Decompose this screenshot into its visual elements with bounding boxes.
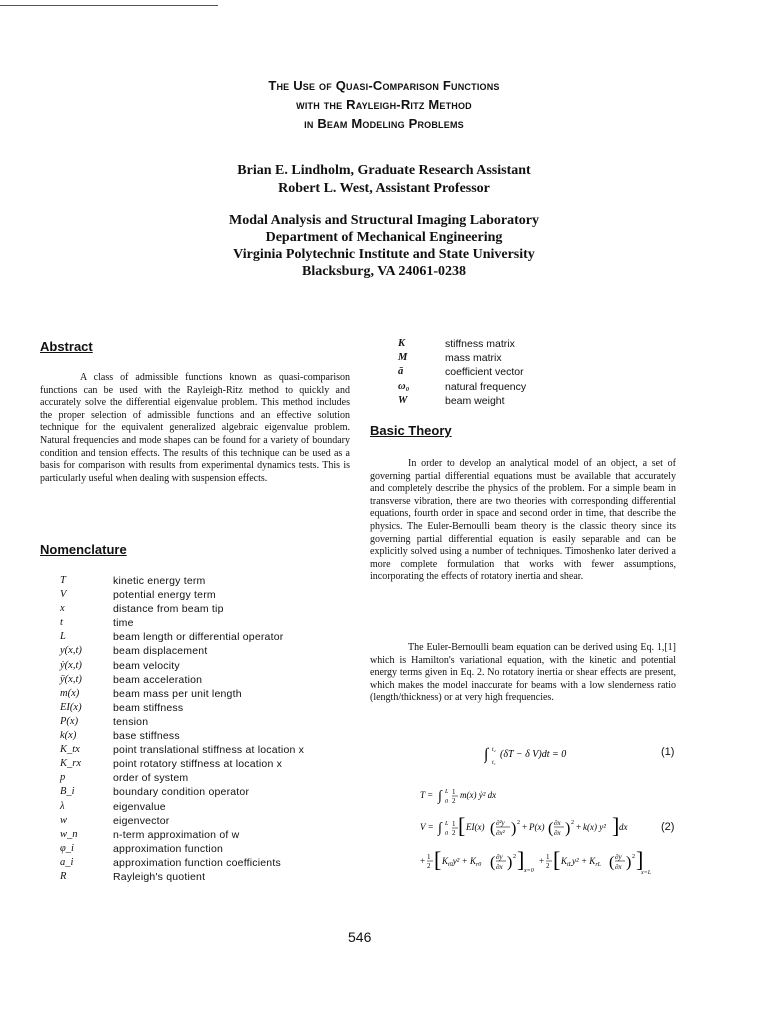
nomenclature-row	[60, 856, 304, 870]
nomenclature-symbol: P(x)	[60, 715, 79, 727]
basic-theory-heading: Basic Theory	[370, 423, 452, 438]
svg-text:(: (	[548, 820, 554, 837]
svg-text:(: (	[609, 854, 615, 871]
nomenclature-symbol: ÿ(x,t)	[60, 673, 82, 685]
basic-theory-paragraph-1: In order to develop an analytical model of an object, a set of governing partial differential equations must be available that accurately and completely describe the physics of the problem. For a simple beam in transverse vibration, there are two theories with corresponding differential equations, fourth order in space and second order in time, that describe the physics. The Euler-Bernoulli beam theory is the classic theory since its governing partial differential equation is easily separable and can be explicitly solved using a number of techniques. Timoshenko later derived a more complete formulation that works with fewer assumptions, incorporating the effects of rotatory inertia and shear.	[370, 458, 676, 583]
nomenclature-row	[60, 785, 304, 799]
svg-text:∂x²: ∂x²	[496, 829, 505, 837]
svg-text:]: ]	[636, 847, 644, 872]
nomenclature-symbol: L	[60, 631, 66, 643]
nomenclature-row	[60, 574, 304, 588]
nomenclature-row	[60, 757, 304, 771]
nomenclature-row	[60, 729, 304, 743]
nomenclature-row	[398, 337, 526, 351]
nomenclature-symbol: t	[60, 617, 63, 629]
nomenclature-row	[60, 743, 304, 757]
svg-text:∂y: ∂y	[615, 853, 622, 861]
equation-2-number: (2)	[661, 821, 675, 833]
equation-1-graphic	[484, 742, 594, 766]
affiliation-line-4: Blacksburg, VA 24061-0238	[301, 264, 466, 279]
nomenclature-definition: time	[113, 617, 134, 630]
nomenclature-definition: beam velocity	[113, 659, 180, 672]
nomenclature-definition: order of system	[113, 772, 189, 785]
nomenclature-symbol: M	[398, 352, 408, 364]
svg-text:∂x: ∂x	[554, 829, 561, 837]
nomenclature-symbol: w_n	[60, 828, 78, 840]
nomenclature-definition: approximation function coefficients	[113, 856, 281, 869]
svg-text:2: 2	[546, 862, 550, 870]
svg-text:[: [	[458, 813, 466, 838]
nomenclature-row	[60, 715, 304, 729]
svg-text:(: (	[490, 854, 496, 871]
nomenclature-symbol: ẏ(x,t)	[60, 659, 82, 671]
svg-text:KtLy² + KrL: $K_{tL}y^2 + K_{rL}$	[561, 856, 601, 868]
nomenclature-table	[60, 574, 304, 884]
svg-text:P(x): P(x)	[529, 822, 545, 832]
equation-1-number: (1)	[661, 746, 675, 758]
nomenclature-definition: beam length or differential operator	[113, 631, 284, 644]
svg-text:V =: V =	[420, 822, 434, 832]
nomenclature-definition: approximation function	[113, 842, 224, 855]
nomenclature-symbol: λ	[60, 800, 65, 812]
nomenclature-heading: Nomenclature	[40, 542, 127, 557]
svg-text:2: 2	[632, 854, 635, 860]
paper-title	[130, 76, 638, 133]
nomenclature-definition: stiffness matrix	[445, 338, 515, 350]
nomenclature-definition: beam stiffness	[113, 701, 184, 714]
svg-text:2: 2	[517, 820, 520, 826]
svg-text:): )	[565, 820, 571, 837]
svg-text:2: 2	[427, 862, 431, 870]
nomenclature-definition: beam acceleration	[113, 673, 203, 686]
nomenclature-row	[398, 351, 526, 365]
nomenclature-definition: eigenvalue	[113, 800, 166, 813]
svg-text:∂y: ∂y	[496, 853, 503, 861]
svg-text:[: [	[553, 847, 561, 872]
nomenclature-row	[60, 870, 304, 884]
nomenclature-row	[60, 828, 304, 842]
abstract-heading: Abstract	[40, 339, 93, 354]
nomenclature-symbol: B_i	[60, 786, 75, 798]
header-rule	[0, 5, 218, 6]
nomenclature-symbol: m(x)	[60, 687, 80, 699]
nomenclature-row	[398, 380, 526, 394]
svg-text:]: ]	[612, 813, 620, 838]
author-block	[130, 162, 638, 198]
svg-text:∫: ∫	[438, 789, 442, 804]
nomenclature-symbol: ω₀	[398, 380, 410, 392]
page-number: 546	[348, 929, 372, 945]
svg-text:T =: T =	[420, 790, 434, 800]
nomenclature-definition: Rayleigh's quotient	[113, 870, 206, 883]
nomenclature-definition: eigenvector	[113, 814, 170, 827]
nomenclature-definition: tension	[113, 715, 149, 728]
svg-text:2: 2	[452, 797, 456, 805]
nomenclature-definition: n-term approximation of w	[113, 828, 240, 841]
equation-1	[484, 742, 594, 769]
nomenclature-row	[60, 800, 304, 814]
nomenclature-symbol: R	[60, 870, 67, 882]
nomenclature-definition: mass matrix	[445, 352, 502, 365]
affiliation-line-1: Modal Analysis and Structural Imaging Laboratory	[229, 213, 539, 228]
nomenclature-symbol: K_tx	[60, 744, 80, 756]
nomenclature-row	[60, 814, 304, 828]
nomenclature-definition: beam mass per unit length	[113, 687, 242, 700]
nomenclature-definition: coefficient vector	[445, 366, 524, 379]
nomenclature-definition: beam weight	[445, 394, 505, 407]
nomenclature-symbol: φ_i	[60, 842, 74, 854]
svg-text:dx: dx	[619, 822, 628, 832]
svg-text:0: 0	[445, 799, 448, 805]
nomenclature-symbol: W	[398, 394, 408, 406]
svg-text:2: 2	[571, 820, 574, 826]
nomenclature-row	[60, 630, 304, 644]
nomenclature-row	[60, 701, 304, 715]
nomenclature-symbol: k(x)	[60, 730, 77, 742]
svg-text:0: 0	[445, 831, 448, 837]
svg-text:1: 1	[452, 788, 456, 796]
svg-text:2: 2	[513, 854, 516, 860]
svg-text:Kt0y² + Kr0: $K_{t0}y^2 + K_{r0}$	[442, 856, 482, 868]
nomenclature-symbol: ā	[398, 366, 404, 378]
author-1: Brian E. Lindholm, Graduate Research Assistant	[237, 163, 531, 178]
nomenclature-row	[398, 394, 526, 408]
nomenclature-definition: natural frequency	[445, 380, 527, 393]
svg-text:∂²y: ∂²y	[496, 819, 505, 827]
abstract-text: A class of admissible functions known as quasi-comparison functions can be used with the Rayleigh-Ritz method to quickly and accurately solve the differential eigenvalue problem. This method includes the proper selection of admissible functions and an effective solution technique for the equivalent generalized algebraic eigenvalue problem. Natural frequencies and mode shapes can be found for a variety of boundary condition and tension effects. The results of this technique can be used as a basis for comparison with results from experimental dynamics tests. This is particularly useful when dealing with suspension effects.	[40, 372, 350, 484]
svg-text:k(x) y²: k(x) y²	[583, 822, 606, 832]
nomenclature-definition: point rotatory stiffness at location x	[113, 758, 283, 771]
nomenclature-row	[60, 616, 304, 630]
nomenclature-symbol: K	[398, 338, 406, 349]
svg-text:m(x) ẏ² dx: m(x) ẏ² dx	[460, 790, 497, 800]
nomenclature-row	[398, 365, 526, 379]
svg-text:∫: ∫	[484, 746, 489, 763]
svg-text:(δT − δ V)dt = 0: (δT − δ V)dt = 0	[500, 749, 567, 760]
equation-2	[418, 786, 648, 885]
equation-2-graphic	[418, 786, 648, 882]
nomenclature-symbol: x	[60, 603, 65, 615]
nomenclature-row	[60, 659, 304, 673]
svg-text:t₁: t₁	[492, 760, 496, 766]
nomenclature-symbol: V	[60, 589, 67, 601]
nomenclature-row	[60, 644, 304, 658]
svg-text:(: (	[490, 820, 496, 837]
basic-theory-paragraph-2: The Euler-Bernoulli beam equation can be derived using Eq. 1,[1] which is Hamilton's variational equation, with the kinetic and potential energy terms given in Eq. 2. No rotatory inertia or shear effects are present, which makes the model inaccurate for beams with a low slenderness ratio (length/thickness) or at very high frequencies.	[370, 642, 676, 704]
svg-text:∂x: ∂x	[615, 863, 622, 871]
svg-text:+: +	[522, 822, 528, 832]
affiliation-line-2: Department of Mechanical Engineering	[265, 230, 503, 245]
svg-text:L: L	[445, 789, 449, 795]
nomenclature-symbol: K_rx	[60, 758, 81, 770]
svg-text:+: +	[539, 856, 545, 866]
svg-text:∂x: ∂x	[496, 863, 503, 871]
svg-text:]: ]	[517, 847, 525, 872]
nomenclature-row	[60, 771, 304, 785]
nomenclature-symbol: T	[60, 575, 66, 586]
nomenclature-row	[60, 673, 304, 687]
title-line-1: The Use of Quasi-Comparison Functions	[268, 78, 500, 93]
svg-text:): )	[507, 854, 513, 871]
nomenclature-definition: base stiffness	[113, 730, 180, 743]
nomenclature-row	[60, 588, 304, 602]
svg-text:∫: ∫	[438, 821, 442, 836]
svg-text:[: [	[434, 847, 442, 872]
affiliation-line-3: Virginia Polytechnic Institute and State University	[233, 247, 535, 262]
nomenclature-definition: beam displacement	[113, 645, 208, 658]
svg-text:x=0: x=0	[524, 868, 534, 874]
nomenclature-definition: point translational stiffness at location x	[113, 744, 305, 757]
svg-text:2: 2	[452, 829, 456, 837]
title-line-2: with the Rayleigh-Ritz Method	[296, 97, 472, 112]
svg-text:EI(x): EI(x)	[466, 822, 485, 832]
nomenclature-symbol: w	[60, 814, 68, 826]
nomenclature-symbol: a_i	[60, 856, 74, 868]
svg-text:∂x: ∂x	[554, 819, 561, 827]
affiliation-block	[130, 212, 638, 280]
author-2: Robert L. West, Assistant Professor	[278, 181, 490, 196]
svg-text:1: 1	[546, 853, 550, 861]
svg-text:+: +	[576, 822, 582, 832]
nomenclature-definition: boundary condition operator	[113, 786, 250, 799]
equation-2-subscript: x=L	[641, 870, 652, 876]
nomenclature-row	[60, 687, 304, 701]
svg-text:): )	[511, 820, 517, 837]
nomenclature-definition: kinetic energy term	[113, 575, 206, 587]
nomenclature-definition: distance from beam tip	[113, 603, 224, 616]
svg-text:+: +	[420, 856, 426, 866]
svg-text:1: 1	[427, 853, 431, 861]
nomenclature-symbol: p	[60, 772, 66, 784]
title-line-3: in Beam Modeling Problems	[304, 116, 464, 131]
nomenclature-row	[60, 842, 304, 856]
nomenclature-definition: potential energy term	[113, 589, 216, 602]
nomenclature-row	[60, 602, 304, 616]
svg-text:L: L	[445, 821, 449, 827]
nomenclature-symbol: EI(x)	[60, 701, 82, 713]
svg-text:1: 1	[452, 820, 456, 828]
nomenclature-symbol: y(x,t)	[60, 645, 82, 657]
svg-text:): )	[626, 854, 632, 871]
nomenclature-continued-table	[398, 337, 526, 408]
svg-text:t₂: t₂	[492, 747, 496, 753]
